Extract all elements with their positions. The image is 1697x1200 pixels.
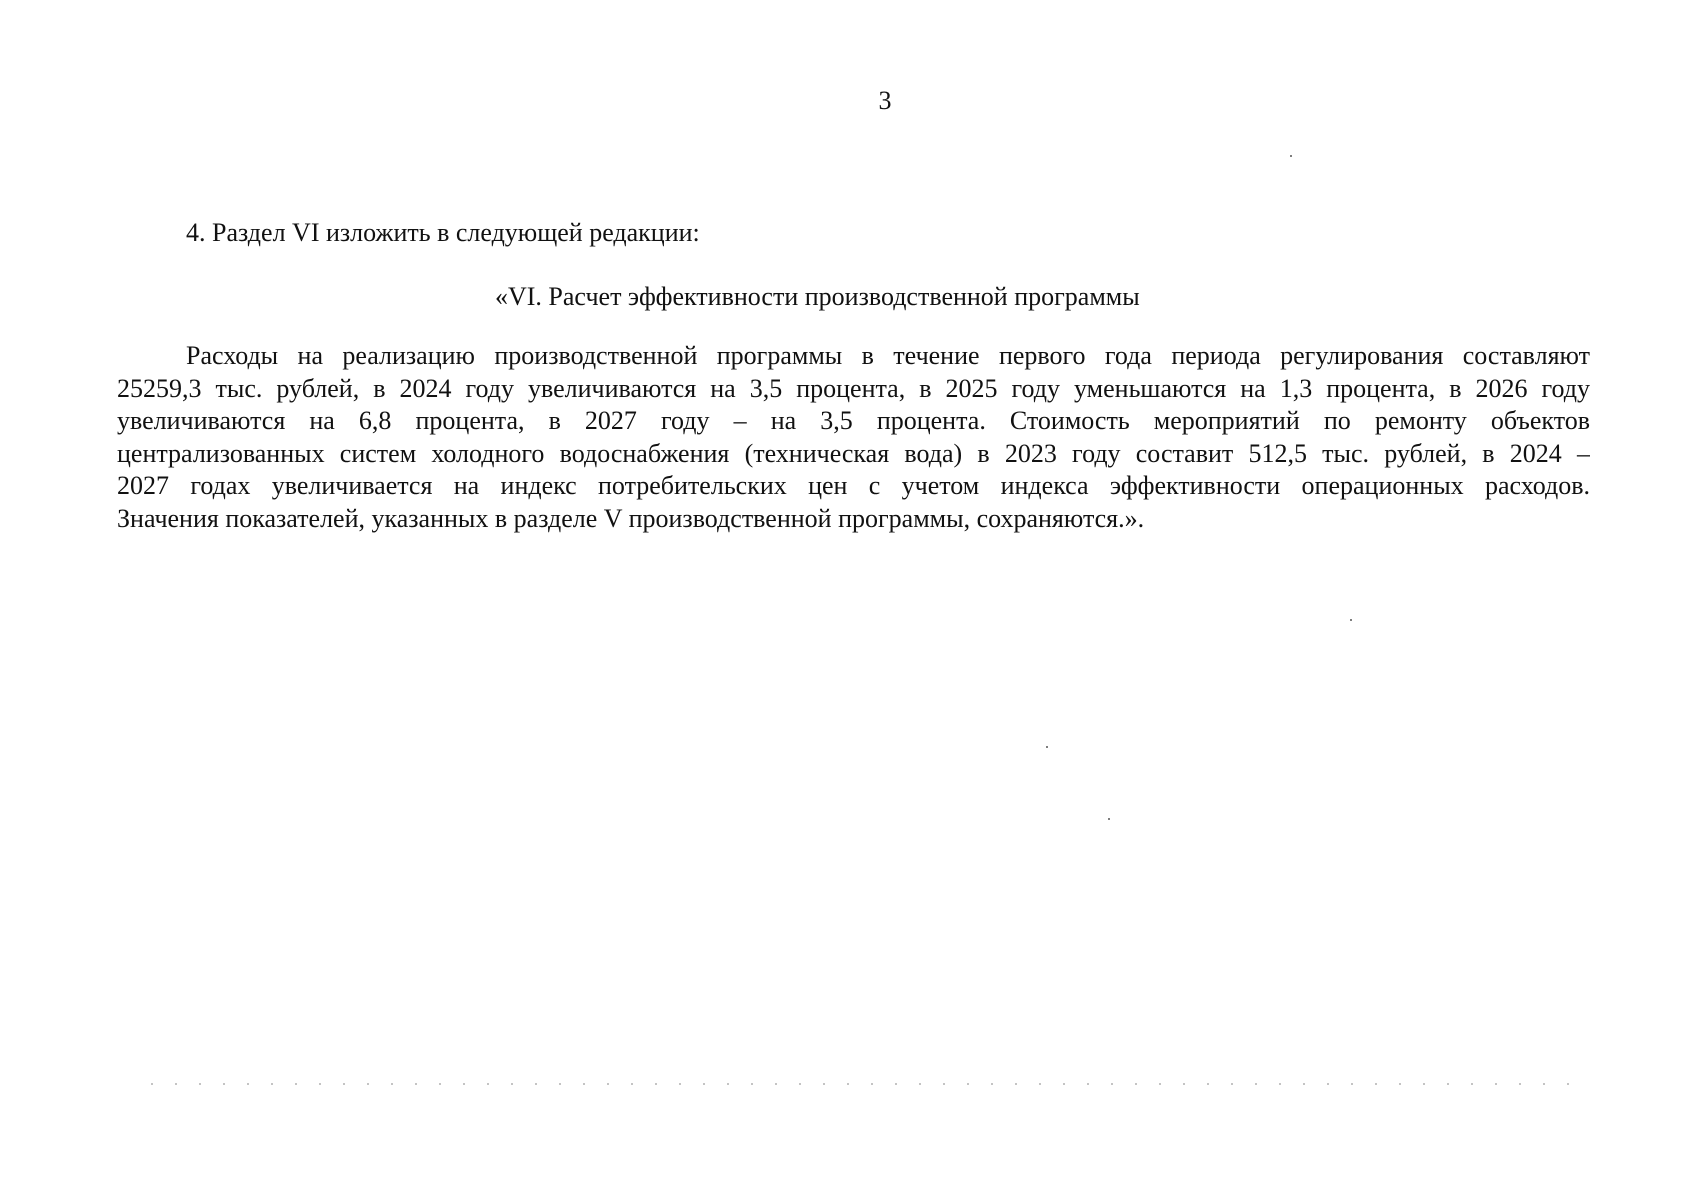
body-paragraph xyxy=(117,340,1590,535)
paragraph-line: Значения показателей, указанных в разделе V производственной программы, сохраняются.». xyxy=(117,503,1145,533)
amendment-item: 4. Раздел VI изложить в следующей редакции: xyxy=(186,218,700,247)
scan-speck xyxy=(1350,619,1352,621)
paragraph-line: 2027 годах увеличивается на индекс потребительских цен с учетом индекса эффективности операционных расходов. xyxy=(117,471,1590,500)
section-heading: «VI. Расчет эффективности производственной программы xyxy=(495,282,1140,311)
scan-speck xyxy=(1046,746,1048,748)
paragraph-line: 25259,3 тыс. рублей, в 2024 году увеличиваются на 3,5 процента, в 2025 году уменьшаются на 1,3 процента, в 2026 году xyxy=(117,373,1590,403)
page-number: 3 xyxy=(878,86,892,115)
paragraph-line: централизованных систем холодного водоснабжения (техническая вода) в 2023 году составит 512,5 тыс. рублей, в 2024 – xyxy=(117,438,1590,468)
scan-speck xyxy=(1108,818,1110,820)
paragraph-line: Расходы на реализацию производственной программы в течение первого года периода регулирования составляют xyxy=(186,341,1590,370)
scan-noise-line xyxy=(140,1083,1590,1085)
paragraph-line: увеличиваются на 6,8 процента, в 2027 году – на 3,5 процента. Стоимость мероприятий по ремонту объектов xyxy=(117,406,1590,435)
scan-speck xyxy=(1290,155,1292,157)
